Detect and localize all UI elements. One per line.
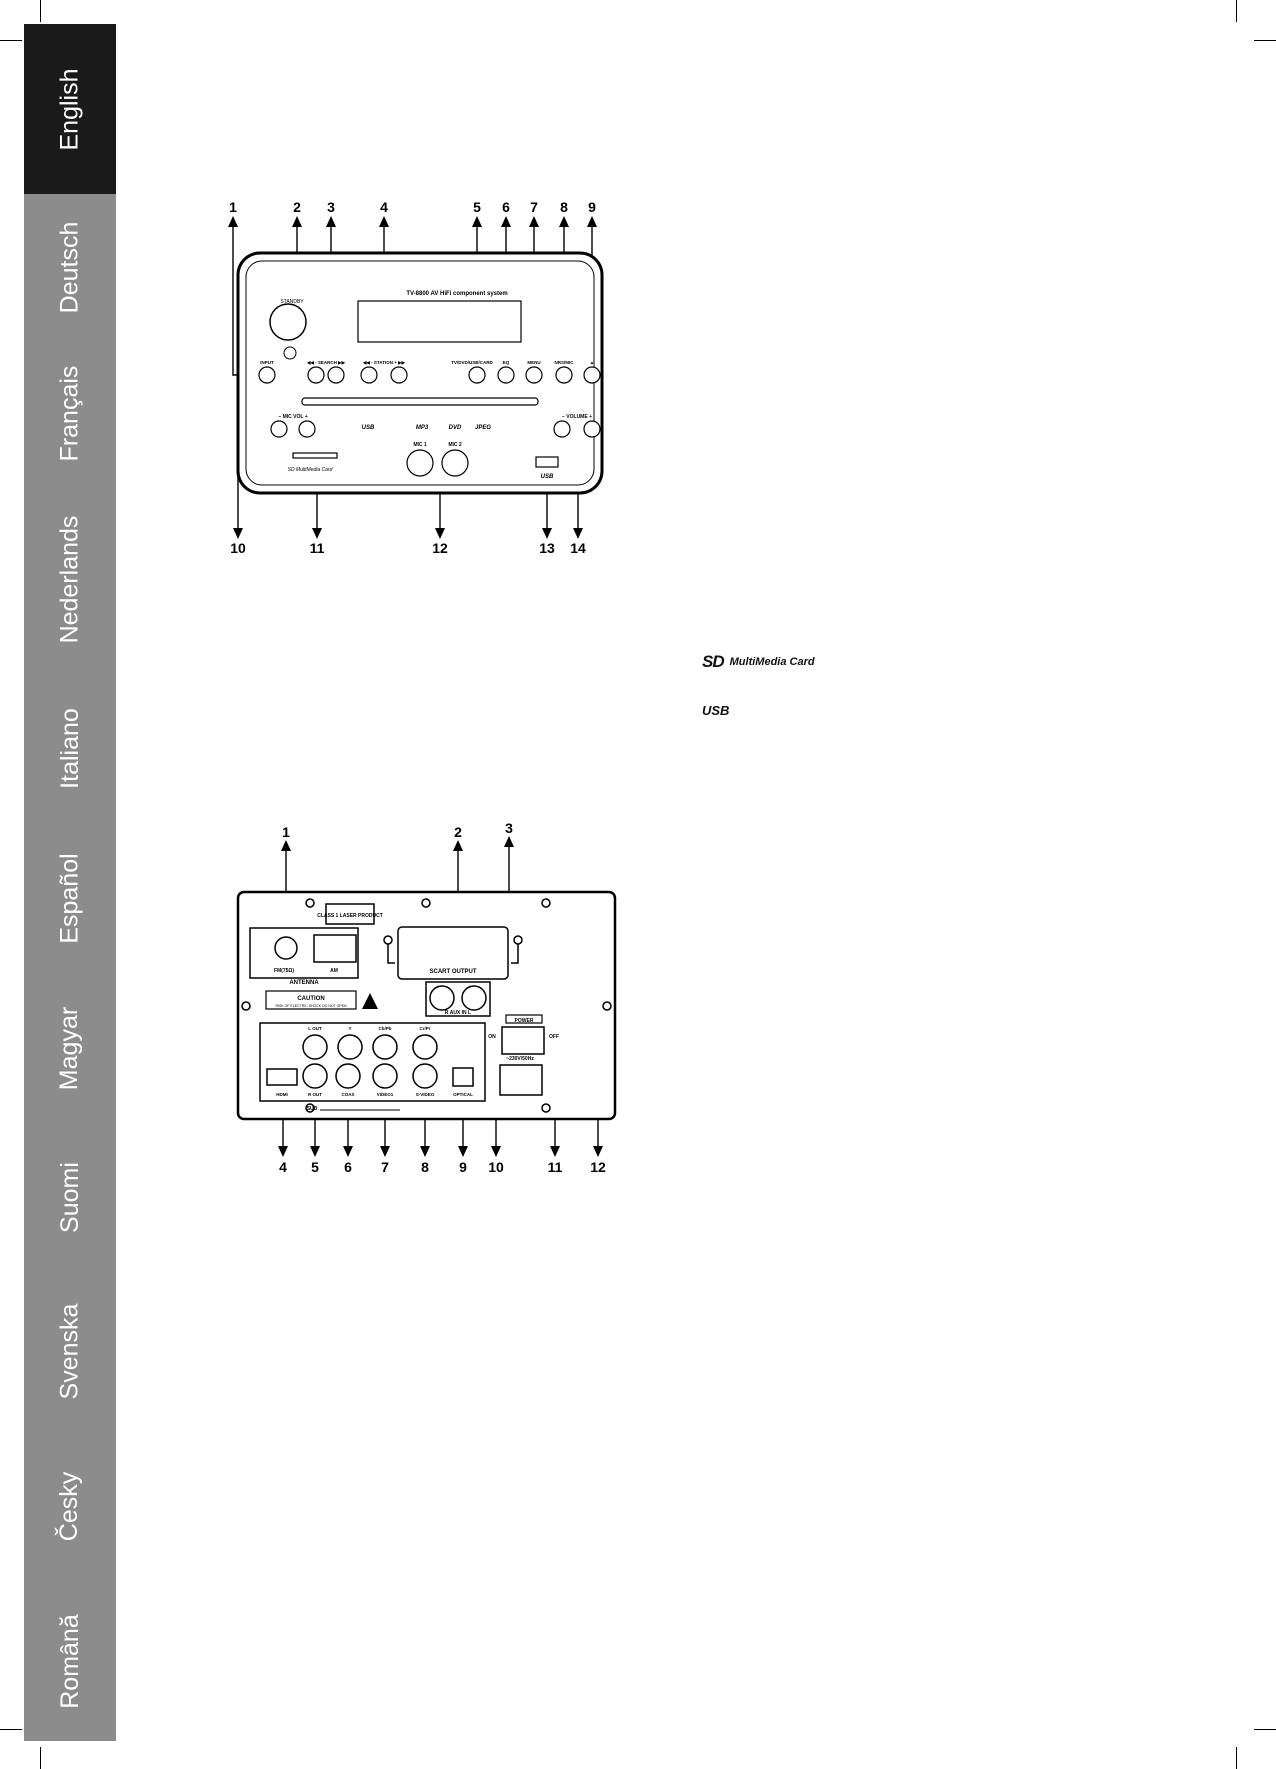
scart-label: SCART OUTPUT bbox=[429, 969, 477, 975]
sidebar-item-label: English bbox=[55, 68, 84, 150]
sidebar-item-label: Română bbox=[55, 1613, 84, 1709]
sidebar-item-deutsch[interactable] bbox=[24, 194, 116, 340]
crop-mark bbox=[1236, 0, 1237, 22]
am-label: AM bbox=[330, 968, 338, 974]
caution-sub: RISK OF ELECTRIC SHOCK DO NOT OPEN bbox=[275, 1004, 347, 1008]
sidebar-item-cesky[interactable] bbox=[24, 1431, 116, 1581]
aux-label: R AUX IN L bbox=[444, 1010, 472, 1016]
jack-label-video1: VIDEO1 bbox=[376, 1092, 394, 1097]
sidebar-item-espanol[interactable] bbox=[24, 823, 116, 973]
model-text: TV-8800 AV HiFi component system bbox=[406, 291, 508, 297]
crop-mark bbox=[1254, 1729, 1276, 1730]
sidebar-item-label: Magyar bbox=[55, 1006, 84, 1090]
card-slot-label: SD MultiMedia Card bbox=[287, 467, 333, 473]
mic1-label: MIC 1 bbox=[413, 442, 427, 448]
sub-label: SUB bbox=[306, 1106, 318, 1112]
back-callout-1: 1 bbox=[282, 824, 290, 840]
back-callout-4: 4 bbox=[279, 1159, 287, 1175]
back-callout-10: 10 bbox=[488, 1159, 504, 1175]
jack-label-cr: Cr/Pr bbox=[419, 1026, 431, 1031]
menu-label: MENU bbox=[527, 360, 541, 365]
format-logo-mp3: MP3 bbox=[415, 425, 429, 431]
sd-mark: SD bbox=[702, 652, 724, 671]
eq-label: EQ bbox=[502, 360, 510, 365]
crop-mark bbox=[40, 0, 41, 22]
back-callout-7: 7 bbox=[381, 1159, 389, 1175]
callout-4: 4 bbox=[380, 199, 388, 215]
callout-2: 2 bbox=[293, 199, 301, 215]
callout-6: 6 bbox=[502, 199, 510, 215]
search-label: ◀◀ - SEARCH ▶▶ bbox=[306, 360, 346, 365]
sidebar-item-label: Česky bbox=[55, 1471, 84, 1541]
callout-9: 9 bbox=[588, 199, 596, 215]
back-callout-11: 11 bbox=[547, 1159, 563, 1175]
sidebar-item-label: Français bbox=[55, 365, 84, 461]
callout-3: 3 bbox=[327, 199, 335, 215]
language-sidebar bbox=[24, 24, 116, 1741]
antenna-label: ANTENNA bbox=[289, 980, 319, 986]
sidebar-item-romana[interactable] bbox=[24, 1581, 116, 1741]
input-label: INPUT bbox=[260, 360, 274, 365]
jack-label-coax: COAX bbox=[341, 1092, 355, 1097]
back-panel-diagram bbox=[230, 823, 630, 1183]
back-callout-9: 9 bbox=[459, 1159, 467, 1175]
back-callout-8: 8 bbox=[421, 1159, 429, 1175]
crop-mark bbox=[0, 1729, 22, 1730]
mic2-label: MIC 2 bbox=[448, 442, 462, 448]
callout-8: 8 bbox=[560, 199, 568, 215]
callout-7: 7 bbox=[530, 199, 538, 215]
format-logo-usb: USB bbox=[361, 425, 375, 431]
sd-card-text: MultiMedia Card bbox=[729, 656, 815, 668]
crop-mark bbox=[0, 40, 22, 41]
callout-12: 12 bbox=[432, 540, 448, 556]
back-callout-3: 3 bbox=[505, 823, 513, 836]
callout-13: 13 bbox=[539, 540, 555, 556]
usb-port-label: USB bbox=[540, 474, 554, 480]
front-panel-diagram bbox=[210, 195, 630, 565]
jack-label-svideo: S-VIDEO bbox=[415, 1092, 435, 1097]
format-logo-jpeg: JPEG bbox=[474, 425, 492, 431]
sd-card-logo bbox=[702, 652, 815, 672]
sidebar-item-svenska[interactable] bbox=[24, 1271, 116, 1431]
crop-mark bbox=[40, 1747, 41, 1769]
sidebar-item-suomi[interactable] bbox=[24, 1123, 116, 1271]
jack-label-y: Y bbox=[348, 1026, 352, 1031]
jack-label-rout: R OUT bbox=[308, 1092, 322, 1097]
sidebar-item-francais[interactable] bbox=[24, 340, 116, 486]
standby-label: STANDBY bbox=[280, 299, 304, 305]
voltage-label: ~230V/50Hz bbox=[506, 1056, 534, 1062]
crop-mark bbox=[1254, 40, 1276, 41]
sidebar-item-italiano[interactable] bbox=[24, 673, 116, 823]
eject-label: ▲ bbox=[589, 360, 595, 365]
jack-label-lout: L OUT bbox=[308, 1026, 322, 1031]
jack-label-hdmi: HDMI bbox=[276, 1092, 288, 1097]
caution-label: CAUTION bbox=[297, 996, 325, 1002]
usb-logo: USB bbox=[702, 703, 730, 718]
back-callout-5: 5 bbox=[311, 1159, 319, 1175]
nrs-label: NRS/MIC bbox=[554, 360, 574, 365]
callout-5: 5 bbox=[473, 199, 481, 215]
jack-label-cb: Cb/Pb bbox=[378, 1026, 392, 1031]
power-label: POWER bbox=[514, 1018, 534, 1024]
crop-mark bbox=[1236, 1747, 1237, 1769]
jack-label-optical: OPTICAL bbox=[453, 1092, 473, 1097]
back-callout-12: 12 bbox=[590, 1159, 606, 1175]
sidebar-item-label: Nederlands bbox=[55, 515, 84, 644]
sidebar-item-magyar[interactable] bbox=[24, 973, 116, 1123]
format-logo-dvd: DVD bbox=[448, 425, 462, 431]
power-off-label: OFF bbox=[549, 1034, 559, 1040]
power-on-label: ON bbox=[488, 1034, 496, 1040]
sidebar-item-label: Italiano bbox=[55, 707, 84, 789]
callout-14: 14 bbox=[570, 540, 586, 556]
sidebar-item-label: Suomi bbox=[55, 1161, 84, 1233]
mic-vol-label: − MIC VOL + bbox=[278, 414, 308, 420]
back-callout-6: 6 bbox=[344, 1159, 352, 1175]
sidebar-item-label: Español bbox=[55, 852, 84, 944]
volume-label: − VOLUME + bbox=[561, 414, 593, 420]
sidebar-item-label: Svenska bbox=[55, 1303, 84, 1399]
back-callout-2: 2 bbox=[454, 824, 462, 840]
station-label: ◀◀ - STATION + ▶▶ bbox=[362, 360, 406, 365]
callout-11: 11 bbox=[309, 540, 325, 556]
callout-1: 1 bbox=[229, 199, 237, 215]
tv-label: TV/DVD/USB/CARD bbox=[451, 360, 493, 365]
callout-10: 10 bbox=[230, 540, 246, 556]
sidebar-item-label: Deutsch bbox=[55, 221, 84, 313]
sidebar-item-english[interactable] bbox=[24, 24, 116, 194]
laser-label: CLASS 1 LASER PRODUCT bbox=[317, 913, 383, 919]
fm-label: FM(75Ω) bbox=[273, 968, 295, 974]
sidebar-item-nederlands[interactable] bbox=[24, 486, 116, 673]
